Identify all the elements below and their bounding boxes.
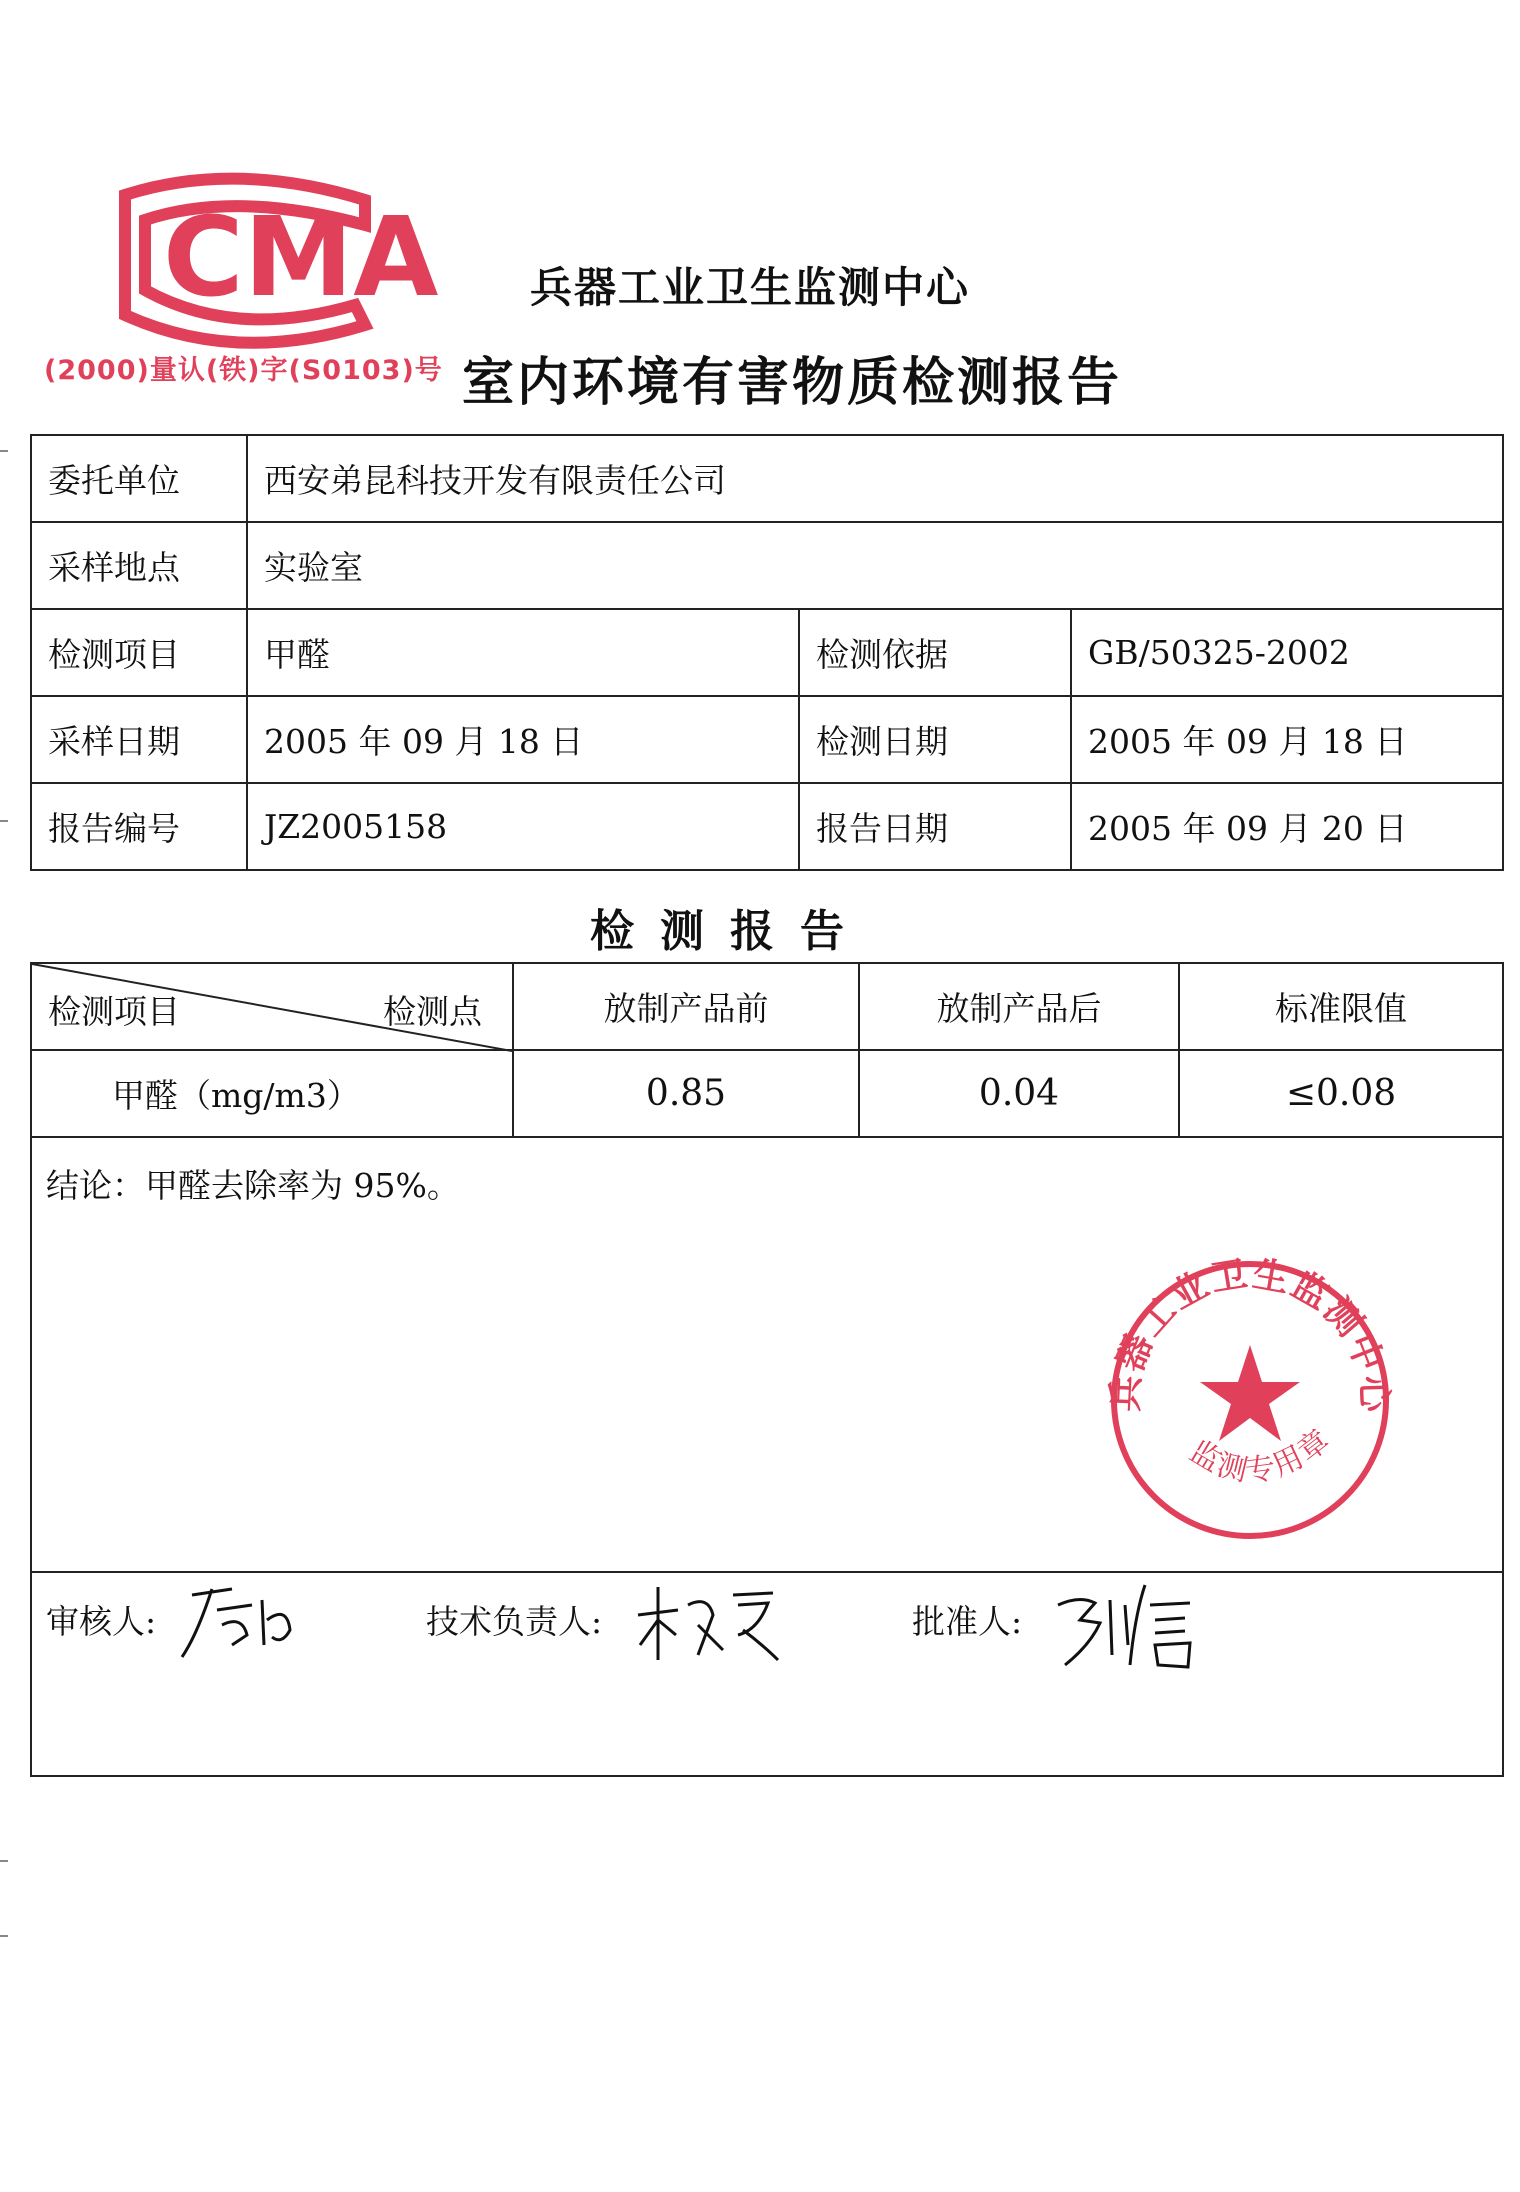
scan-mark bbox=[0, 1935, 8, 1937]
info-table bbox=[30, 434, 1504, 871]
cma-text: CMA bbox=[163, 193, 439, 321]
header-item: 检测项目 bbox=[48, 992, 180, 1031]
before-value: 0.85 bbox=[513, 1050, 859, 1137]
approver-signature bbox=[1050, 1575, 1200, 1675]
client-value: 西安弟昆科技开发有限责任公司 bbox=[247, 435, 1503, 522]
basis-label: 检测依据 bbox=[799, 609, 1071, 696]
basis-value: GB/50325-2002 bbox=[1071, 609, 1503, 696]
reviewer-signature bbox=[172, 1575, 302, 1665]
approver-label: 批准人: bbox=[912, 1602, 1023, 1641]
table-row bbox=[31, 696, 1503, 783]
client-label: 委托单位 bbox=[31, 435, 247, 522]
svg-text:监测专用章 bbox=[1184, 1422, 1338, 1489]
item-value: 甲醛 bbox=[247, 609, 799, 696]
limit-value: ≤0.08 bbox=[1179, 1050, 1503, 1137]
row-name: 甲醛（mg/m3） bbox=[31, 1050, 513, 1137]
location-value: 实验室 bbox=[247, 522, 1503, 609]
scan-mark bbox=[0, 1860, 8, 1862]
tech-lead-label: 技术负责人: bbox=[426, 1602, 603, 1641]
header-point: 检测点 bbox=[383, 992, 482, 1031]
scan-mark bbox=[0, 450, 8, 452]
report-date-label: 报告日期 bbox=[799, 783, 1071, 870]
section-title: 检测报告 bbox=[590, 906, 870, 957]
location-label: 采样地点 bbox=[31, 522, 247, 609]
report-title: 室内环境有害物质检测报告 bbox=[462, 352, 1123, 413]
after-value: 0.04 bbox=[859, 1050, 1179, 1137]
result-table bbox=[30, 962, 1504, 1138]
cma-logo bbox=[85, 165, 439, 345]
table-row bbox=[31, 1050, 1503, 1137]
reviewer-label: 审核人: bbox=[46, 1602, 157, 1641]
table-row bbox=[31, 783, 1503, 870]
report-date-value: 2005 年 09 月 20 日 bbox=[1071, 783, 1503, 870]
seal-inner-text: 监测专用章 bbox=[1183, 1421, 1338, 1490]
cma-registration: (2000)量认(铁)字(S0103)号 bbox=[44, 355, 443, 386]
diagonal-header-cell bbox=[31, 963, 513, 1050]
item-label: 检测项目 bbox=[31, 609, 247, 696]
sample-date-label: 采样日期 bbox=[31, 696, 247, 783]
tech-lead-signature bbox=[628, 1575, 788, 1670]
test-date-value: 2005 年 09 月 18 日 bbox=[1071, 696, 1503, 783]
sample-date-value: 2005 年 09 月 18 日 bbox=[247, 696, 799, 783]
table-row bbox=[31, 609, 1503, 696]
col-after-header: 放制产品后 bbox=[859, 963, 1179, 1050]
test-date-label: 检测日期 bbox=[799, 696, 1071, 783]
organization-name: 兵器工业卫生监测中心 bbox=[530, 263, 971, 312]
col-limit-header: 标准限值 bbox=[1179, 963, 1503, 1050]
scan-mark bbox=[0, 820, 8, 822]
table-row bbox=[31, 963, 1503, 1050]
col-before-header: 放制产品前 bbox=[513, 963, 859, 1050]
table-row bbox=[31, 522, 1503, 609]
report-no-value: JZ2005158 bbox=[247, 783, 799, 870]
official-seal bbox=[1100, 1250, 1400, 1550]
conclusion-text: 结论：甲醛去除率为 95%。 bbox=[46, 1166, 460, 1205]
table-row bbox=[31, 435, 1503, 522]
seal-outer-text: 兵器工业卫生监测中心 bbox=[1104, 1252, 1396, 1415]
report-no-label: 报告编号 bbox=[31, 783, 247, 870]
